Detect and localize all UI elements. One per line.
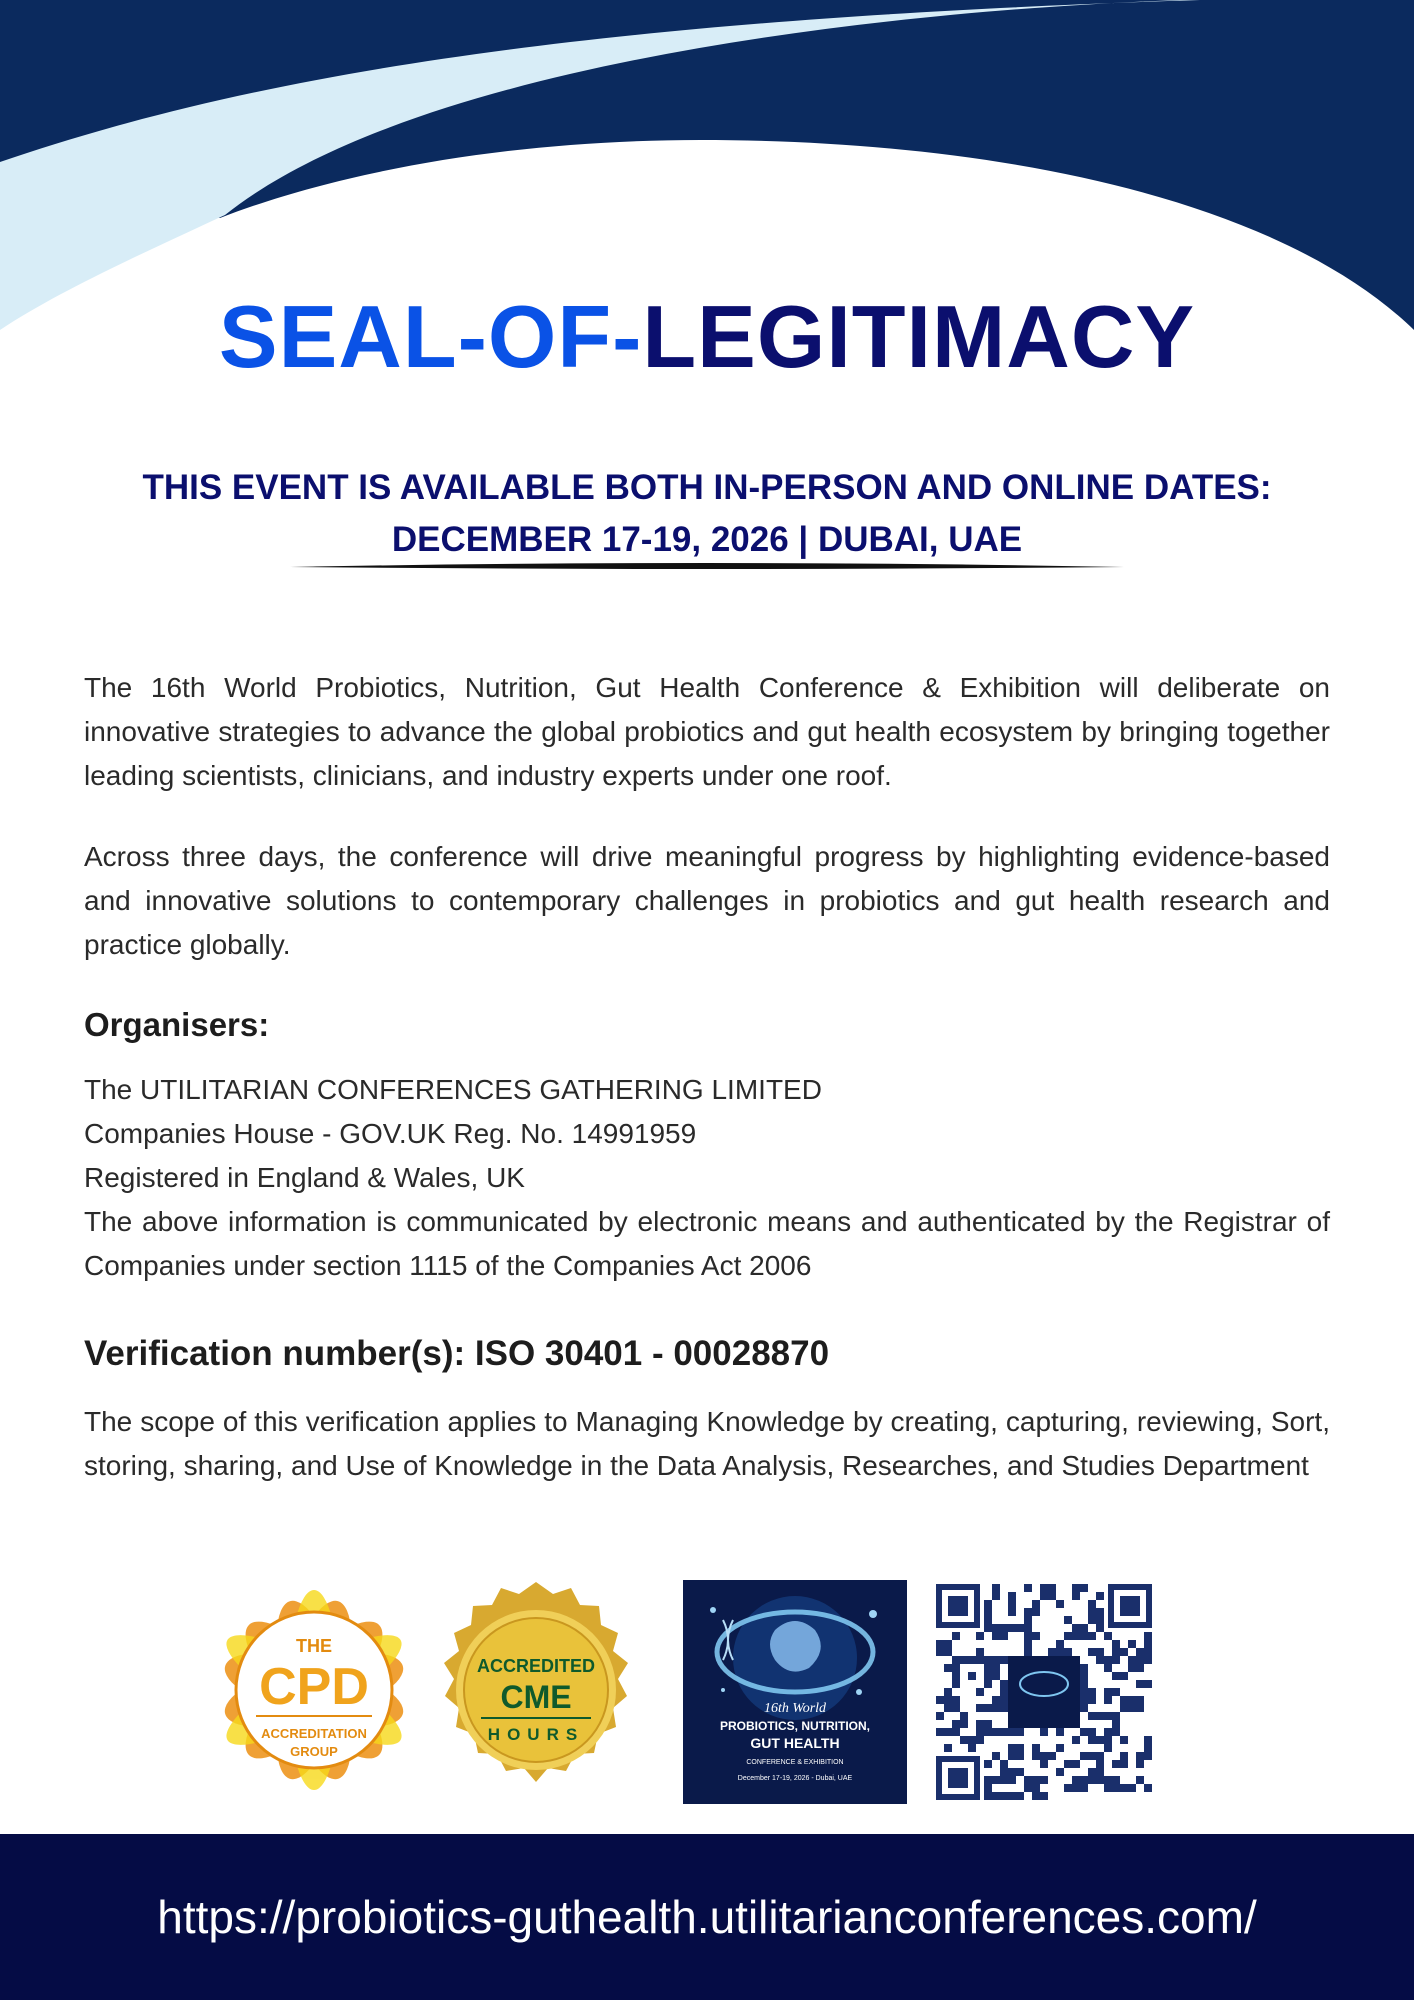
qr-module [1096, 1736, 1104, 1744]
qr-module [1136, 1776, 1144, 1784]
qr-module [1016, 1792, 1024, 1800]
qr-module [1056, 1640, 1064, 1648]
verification-scope: The scope of this verification applies to Managing Knowledge by creating, capturing, reviewing, Sort, storing, sharing, and Use of Knowledge in the Data Analysis, Researches, and Studies Department [84, 1406, 1330, 1481]
qr-module [1024, 1640, 1032, 1648]
qr-module [1112, 1640, 1120, 1648]
qr-module [1080, 1632, 1088, 1640]
qr-module [936, 1696, 944, 1704]
qr-module [1096, 1592, 1104, 1600]
qr-module [984, 1616, 992, 1624]
qr-module [1104, 1712, 1112, 1720]
qr-module [1048, 1584, 1056, 1592]
qr-module [1064, 1616, 1072, 1624]
qr-module [944, 1744, 952, 1752]
qr-module [1008, 1608, 1016, 1616]
cpd-badge [214, 1590, 413, 1790]
qr-module [1104, 1728, 1112, 1736]
cme-line-3: HOURS [487, 1725, 585, 1744]
qr-module [952, 1632, 960, 1640]
qr-module [1040, 1776, 1048, 1784]
qr-module [1080, 1664, 1088, 1672]
qr-module [1024, 1608, 1032, 1616]
qr-module [1112, 1776, 1120, 1784]
cpd-line-3: ACCREDITATION [261, 1726, 367, 1741]
qr-module [1032, 1752, 1040, 1760]
qr-module [1128, 1656, 1136, 1664]
qr-module [1088, 1688, 1096, 1696]
qr-module [1016, 1768, 1024, 1776]
qr-module [976, 1720, 984, 1728]
qr-module [984, 1600, 992, 1608]
qr-module [984, 1776, 992, 1784]
verification-heading: Verification number(s): ISO 30401 - 00028870 [84, 1334, 830, 1373]
qr-module [1104, 1696, 1112, 1704]
qr-module [1032, 1600, 1040, 1608]
qr-module [1128, 1640, 1136, 1648]
qr-module [984, 1672, 992, 1680]
qr-module [944, 1704, 952, 1712]
qr-module [1088, 1768, 1096, 1776]
qr-module [984, 1608, 992, 1616]
qr-module [1136, 1752, 1144, 1760]
qr-module [968, 1744, 976, 1752]
qr-module [1088, 1752, 1096, 1760]
qr-module [1072, 1624, 1080, 1632]
qr-module [1112, 1728, 1120, 1736]
qr-module [952, 1680, 960, 1688]
qr-module [1032, 1744, 1040, 1752]
qr-module [1080, 1776, 1088, 1784]
event-date-location: DECEMBER 17-19, 2026 | DUBAI, UAE [391, 520, 1023, 559]
cme-seal [444, 1582, 628, 1782]
qr-module [1088, 1616, 1096, 1624]
event-subheading [0, 462, 1414, 566]
qr-module [1144, 1640, 1152, 1648]
qr-module [936, 1728, 944, 1736]
qr-module [944, 1648, 952, 1656]
qr-module [1080, 1672, 1088, 1680]
qr-module [1104, 1688, 1112, 1696]
qr-module [936, 1648, 944, 1656]
qr-module [1144, 1784, 1152, 1792]
cme-line-2: CME [500, 1679, 572, 1715]
qr-module [992, 1624, 1000, 1632]
qr-module [1000, 1624, 1008, 1632]
qr-module [1088, 1608, 1096, 1616]
qr-module [1120, 1752, 1128, 1760]
qr-module [968, 1736, 976, 1744]
qr-module [1008, 1592, 1016, 1600]
qr-module [936, 1640, 944, 1648]
qr-module [984, 1720, 992, 1728]
qr-module [952, 1656, 960, 1664]
qr-module [1016, 1744, 1024, 1752]
qr-module [992, 1792, 1000, 1800]
qr-module [960, 1736, 968, 1744]
qr-module [1136, 1664, 1144, 1672]
qr-module [992, 1672, 1000, 1680]
qr-module [976, 1648, 984, 1656]
intro-section-2 [84, 835, 1330, 967]
qr-module [1120, 1760, 1128, 1768]
cme-line-1: ACCREDITED [476, 1656, 596, 1676]
organiser-reg-number: Companies House - GOV.UK Reg. No. 14991959 [84, 1118, 697, 1149]
qr-module [1080, 1680, 1088, 1688]
qr-module [1144, 1680, 1152, 1688]
qr-module [1008, 1624, 1016, 1632]
qr-module [1104, 1632, 1112, 1640]
qr-module [992, 1696, 1000, 1704]
qr-module [952, 1704, 960, 1712]
qr-module [1072, 1632, 1080, 1640]
qr-module [1120, 1672, 1128, 1680]
qr-module [976, 1688, 984, 1696]
qr-module [960, 1656, 968, 1664]
qr-module [944, 1688, 952, 1696]
qr-module [1080, 1728, 1088, 1736]
qr-module [1080, 1752, 1088, 1760]
qr-module [984, 1680, 992, 1688]
qr-module [1096, 1616, 1104, 1624]
qr-module [1112, 1760, 1120, 1768]
qr-module [1040, 1752, 1048, 1760]
qr-module [1088, 1696, 1096, 1704]
qr-module [968, 1656, 976, 1664]
qr-module [1112, 1672, 1120, 1680]
qr-module [976, 1736, 984, 1744]
qr-module [1040, 1792, 1048, 1800]
qr-module [1040, 1760, 1048, 1768]
qr-module [1096, 1712, 1104, 1720]
qr-module [1000, 1656, 1008, 1664]
qr-module [1136, 1696, 1144, 1704]
qr-module [1136, 1704, 1144, 1712]
qr-module [1008, 1744, 1016, 1752]
qr-module [1000, 1688, 1008, 1696]
qr-module [1016, 1752, 1024, 1760]
title-part-2: LEGITIMACY [642, 287, 1196, 386]
qr-module [968, 1672, 976, 1680]
conference-poster [683, 1580, 907, 1804]
qr-module [1096, 1624, 1104, 1632]
qr-module [1088, 1600, 1096, 1608]
footer-bar [0, 1834, 1414, 2000]
qr-module [1112, 1720, 1120, 1728]
qr-module [1104, 1736, 1112, 1744]
qr-module [1056, 1600, 1064, 1608]
qr-module [1064, 1648, 1072, 1656]
qr-module [1008, 1768, 1016, 1776]
qr-module [1096, 1752, 1104, 1760]
qr-module [984, 1704, 992, 1712]
poster-title-line-2: GUT HEALTH [750, 1735, 840, 1751]
page-title [0, 282, 1414, 392]
qr-module [1000, 1768, 1008, 1776]
qr-module [1120, 1736, 1128, 1744]
qr-module [1008, 1728, 1016, 1736]
cpd-line-1: THE [296, 1636, 332, 1656]
qr-module [1080, 1784, 1088, 1792]
qr-module [1128, 1696, 1136, 1704]
qr-module [1112, 1712, 1120, 1720]
qr-module [1104, 1664, 1112, 1672]
qr-module [1064, 1784, 1072, 1792]
qr-module [1000, 1680, 1008, 1688]
qr-module [1080, 1704, 1088, 1712]
qr-module [992, 1776, 1000, 1784]
qr-module [1120, 1704, 1128, 1712]
qr-module [984, 1784, 992, 1792]
qr-module [976, 1632, 984, 1640]
qr-module [984, 1656, 992, 1664]
qr-module [1112, 1656, 1120, 1664]
qr-module [992, 1704, 1000, 1712]
qr-module [944, 1728, 952, 1736]
qr-module [1080, 1584, 1088, 1592]
qr-module [1072, 1784, 1080, 1792]
qr-module [1000, 1704, 1008, 1712]
qr-module [992, 1728, 1000, 1736]
qr-module [1096, 1768, 1104, 1776]
organiser-authentication-note: The above information is communicated by electronic means and authenticated by the Registrar of Companies under section 1115 of the Companies Act 2006 [84, 1206, 1330, 1281]
qr-module [960, 1712, 968, 1720]
qr-module [1072, 1584, 1080, 1592]
qr-module [952, 1672, 960, 1680]
qr-module [1032, 1632, 1040, 1640]
qr-module [984, 1728, 992, 1736]
qr-module [1144, 1632, 1152, 1640]
qr-module [1072, 1592, 1080, 1600]
qr-module [1144, 1744, 1152, 1752]
qr-module [1072, 1776, 1080, 1784]
qr-module [1144, 1656, 1152, 1664]
qr-module [1032, 1776, 1040, 1784]
qr-module [1032, 1792, 1040, 1800]
poster-edition: 16th World [763, 1701, 827, 1716]
qr-module [1088, 1728, 1096, 1736]
website-url[interactable]: https://probiotics-guthealth.utilitarianconferences.com/ [157, 1891, 1257, 1943]
qr-module [1024, 1584, 1032, 1592]
qr-module [1072, 1760, 1080, 1768]
qr-module [1128, 1664, 1136, 1672]
badges-row [206, 1578, 1206, 1808]
qr-module [1008, 1752, 1016, 1760]
qr-module [984, 1760, 992, 1768]
qr-module [952, 1720, 960, 1728]
subheading-underline [290, 561, 1124, 573]
qr-module [992, 1592, 1000, 1600]
qr-module [1024, 1616, 1032, 1624]
qr-module [1024, 1784, 1032, 1792]
qr-module [952, 1696, 960, 1704]
qr-module [1072, 1736, 1080, 1744]
qr-module [1088, 1736, 1096, 1744]
qr-module [1080, 1688, 1088, 1696]
qr-module [1024, 1624, 1032, 1632]
qr-module [976, 1656, 984, 1664]
qr-module [1040, 1728, 1048, 1736]
organiser-registered-in: Registered in England & Wales, UK [84, 1162, 525, 1193]
qr-module [1056, 1728, 1064, 1736]
verification-heading-wrap [84, 1329, 1330, 1379]
qr-module [1032, 1784, 1040, 1792]
qr-module [1120, 1784, 1128, 1792]
intro-section [84, 666, 1330, 798]
qr-module [1104, 1656, 1112, 1664]
qr-module [984, 1792, 992, 1800]
qr-module [1088, 1632, 1096, 1640]
qr-module [1016, 1624, 1024, 1632]
qr-module [984, 1664, 992, 1672]
qr-module [1096, 1656, 1104, 1664]
qr-module [1056, 1768, 1064, 1776]
qr-module [1016, 1728, 1024, 1736]
event-availability: THIS EVENT IS AVAILABLE BOTH IN-PERSON AND ONLINE DATES: [142, 468, 1272, 507]
qr-module [1080, 1696, 1088, 1704]
organisers-heading-wrap [84, 1000, 1330, 1050]
qr-module [984, 1624, 992, 1632]
qr-module [1008, 1776, 1016, 1784]
qr-module [1048, 1592, 1056, 1600]
qr-module [1024, 1632, 1032, 1640]
qr-module [1064, 1760, 1072, 1768]
qr-module [1000, 1632, 1008, 1640]
title-part-1: SEAL-OF- [218, 287, 643, 386]
qr-module [992, 1656, 1000, 1664]
qr-module [1048, 1648, 1056, 1656]
qr-module [1136, 1648, 1144, 1656]
qr-module [1000, 1792, 1008, 1800]
qr-module [1040, 1592, 1048, 1600]
qr-module [1024, 1776, 1032, 1784]
qr-module [1144, 1736, 1152, 1744]
qr-module [944, 1664, 952, 1672]
qr-module [1000, 1728, 1008, 1736]
qr-module [1112, 1784, 1120, 1792]
qr-module [1008, 1600, 1016, 1608]
qr-module [944, 1696, 952, 1704]
qr-module [992, 1584, 1000, 1592]
qr-module [1112, 1688, 1120, 1696]
qr-module [1128, 1704, 1136, 1712]
poster-title-line-1: PROBIOTICS, NUTRITION, [720, 1719, 870, 1733]
poster-subtitle: CONFERENCE & EXHIBITION [746, 1759, 844, 1766]
qr-module [1136, 1656, 1144, 1664]
qr-module [1000, 1760, 1008, 1768]
qr-module [1104, 1744, 1112, 1752]
qr-module [1120, 1648, 1128, 1656]
qr-module [992, 1632, 1000, 1640]
qr-module [1080, 1624, 1088, 1632]
qr-module [952, 1664, 960, 1672]
qr-module [936, 1712, 944, 1720]
qr-module [1128, 1784, 1136, 1792]
qr-module [944, 1640, 952, 1648]
qr-module [1032, 1608, 1040, 1616]
qr-module [992, 1664, 1000, 1672]
qr-module [1088, 1712, 1096, 1720]
qr-module [1112, 1648, 1120, 1656]
qr-module [1144, 1648, 1152, 1656]
cpd-line-2: CPD [259, 1658, 369, 1716]
qr-module [1136, 1760, 1144, 1768]
qr-module [960, 1720, 968, 1728]
qr-module [1056, 1648, 1064, 1656]
qr-module [1088, 1648, 1096, 1656]
qr-module [1096, 1760, 1104, 1768]
qr-module [1096, 1608, 1104, 1616]
qr-module [1096, 1648, 1104, 1656]
qr-module [1120, 1696, 1128, 1704]
organiser-name: The UTILITARIAN CONFERENCES GATHERING LIMITED [84, 1074, 822, 1105]
intro-paragraph-2: Across three days, the conference will drive meaningful progress by highlighting evidence-based and innovative solutions to contemporary challenges in probiotics and gut health research and practice globally. [84, 841, 1330, 960]
qr-module [1048, 1752, 1056, 1760]
qr-module [1024, 1648, 1032, 1656]
qr-module [976, 1728, 984, 1736]
verification-section [84, 1400, 1330, 1488]
intro-paragraph-1: The 16th World Probiotics, Nutrition, Gut Health Conference & Exhibition will deliberate on innovative strategies to advance the global probiotics and gut health ecosystem by bringing together leading scientists, clinicians, and industry experts under one roof. [84, 672, 1330, 791]
cpd-line-4: GROUP [290, 1744, 338, 1759]
qr-code [936, 1584, 1152, 1800]
qr-module [992, 1752, 1000, 1760]
qr-module [1040, 1584, 1048, 1592]
poster-dates: December 17-19, 2026 - Dubai, UAE [737, 1775, 853, 1782]
qr-module [1096, 1776, 1104, 1784]
qr-module [1104, 1776, 1112, 1784]
qr-module [1088, 1776, 1096, 1784]
organisers-section [84, 1068, 1330, 1288]
qr-module [1104, 1784, 1112, 1792]
qr-module [1056, 1744, 1064, 1752]
qr-module [1136, 1680, 1144, 1688]
qr-module [1008, 1792, 1016, 1800]
qr-module [1064, 1632, 1072, 1640]
qr-module [1000, 1776, 1008, 1784]
organisers-heading: Organisers: [84, 1006, 270, 1043]
qr-module [1144, 1752, 1152, 1760]
qr-module [1000, 1696, 1008, 1704]
qr-module [976, 1704, 984, 1712]
qr-module [952, 1728, 960, 1736]
